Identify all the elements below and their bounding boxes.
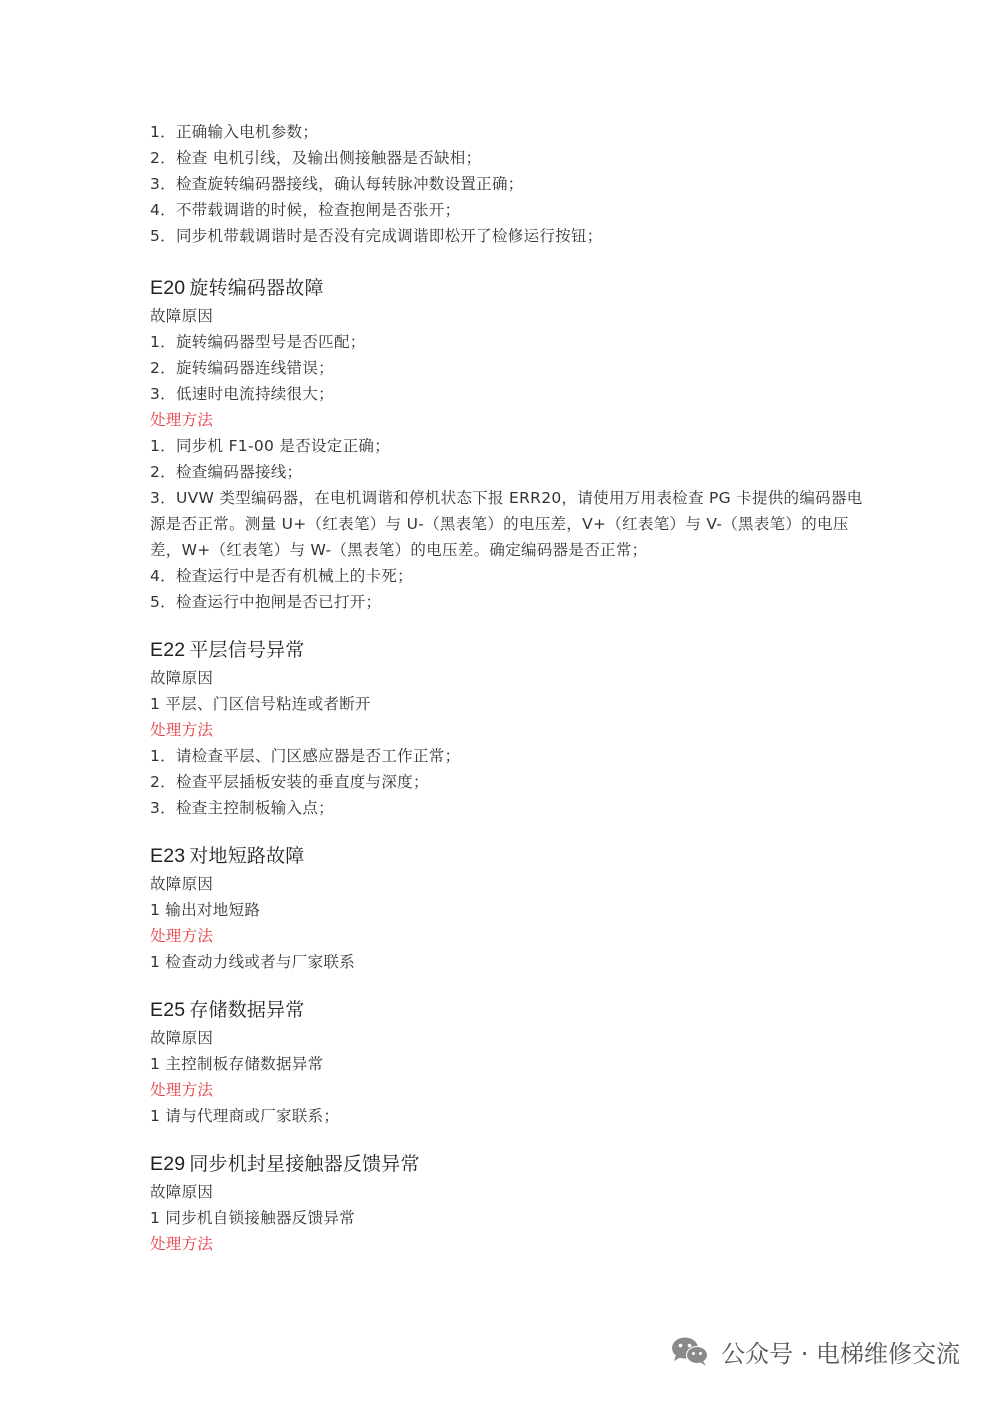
- method-item: 3．UVW 类型编码器，在电机调谐和停机状态下报 ERR20，请使用万用表检查 PG 卡提供的编码器电源是否正常。测量 U+（红表笔）与 U-（黑表笔）的电压差，V+（红表笔）与 V-（黑表笔）的电压差，W+（红表笔）与 W-（黑表笔）的电压差。确定编码器是否正常；: [150, 489, 863, 559]
- section-heading: [150, 995, 870, 1025]
- cause-label: 故障原因: [150, 307, 214, 325]
- cause-item: 3．低速时电流持续很大；: [150, 385, 334, 403]
- list-item: 5．同步机带载调谐时是否没有完成调谐即松开了检修运行按钮；: [150, 227, 603, 245]
- section-e22: [150, 635, 870, 821]
- document-body: [150, 119, 870, 1257]
- method-item: 3．检查主控制板输入点；: [150, 799, 334, 817]
- watermark: [669, 1334, 960, 1368]
- method-label: 处理方法: [150, 411, 214, 429]
- fault-code: E29: [150, 1153, 186, 1175]
- fault-title: 存储数据异常: [189, 999, 305, 1021]
- section-heading: [150, 1149, 870, 1179]
- method-label: 处理方法: [150, 1081, 214, 1099]
- fault-title: 同步机封星接触器反馈异常: [189, 1153, 420, 1175]
- fault-code: E23: [150, 845, 186, 867]
- cause-label: 故障原因: [150, 875, 214, 893]
- method-item: 1 请与代理商或厂家联系；: [150, 1107, 340, 1125]
- fault-code: E22: [150, 639, 186, 661]
- method-item: 2．检查平层插板安装的垂直度与深度；: [150, 773, 429, 791]
- method-item: 2．检查编码器接线；: [150, 463, 303, 481]
- cause-item: 1．旋转编码器型号是否匹配；: [150, 333, 366, 351]
- list-item: 3．检查旋转编码器接线，确认每转脉冲数设置正确；: [150, 175, 524, 193]
- method-item: 4．检查运行中是否有机械上的卡死；: [150, 567, 413, 585]
- section-heading: [150, 635, 870, 665]
- fault-code: E25: [150, 999, 186, 1021]
- cause-label: 故障原因: [150, 1183, 214, 1201]
- cause-item: 1 输出对地短路: [150, 901, 261, 919]
- list-item: 2．检查 电机引线，及输出侧接触器是否缺相；: [150, 149, 482, 167]
- fault-title: 对地短路故障: [189, 845, 305, 867]
- wechat-icon: [669, 1334, 711, 1368]
- section-e23: [150, 841, 870, 975]
- section-heading: [150, 273, 870, 303]
- cause-item: 1 同步机自锁接触器反馈异常: [150, 1209, 355, 1227]
- method-label: 处理方法: [150, 721, 214, 739]
- method-item: 1．请检查平层、门区感应器是否工作正常；: [150, 747, 461, 765]
- list-item: 1．正确输入电机参数；: [150, 123, 319, 141]
- method-item: 1 检查动力线或者与厂家联系: [150, 953, 355, 971]
- method-label: 处理方法: [150, 927, 214, 945]
- intro-list: [150, 119, 870, 249]
- fault-title: 旋转编码器故障: [189, 277, 324, 299]
- method-label: 处理方法: [150, 1235, 214, 1253]
- cause-label: 故障原因: [150, 669, 214, 687]
- section-heading: [150, 841, 870, 871]
- cause-item: 1 平层、门区信号粘连或者断开: [150, 695, 371, 713]
- cause-label: 故障原因: [150, 1029, 214, 1047]
- method-item: 5．检查运行中抱闸是否已打开；: [150, 593, 382, 611]
- method-item: 1．同步机 F1-00 是否设定正确；: [150, 437, 391, 455]
- section-e25: [150, 995, 870, 1129]
- cause-item: 2．旋转编码器连线错误；: [150, 359, 334, 377]
- section-e29: [150, 1149, 870, 1257]
- watermark-text: 公众号 · 电梯维修交流: [721, 1339, 960, 1368]
- fault-code: E20: [150, 277, 186, 299]
- fault-title: 平层信号异常: [189, 639, 305, 661]
- cause-item: 1 主控制板存储数据异常: [150, 1055, 324, 1073]
- section-e20: [150, 273, 870, 615]
- list-item: 4．不带载调谐的时候，检查抱闸是否张开；: [150, 201, 461, 219]
